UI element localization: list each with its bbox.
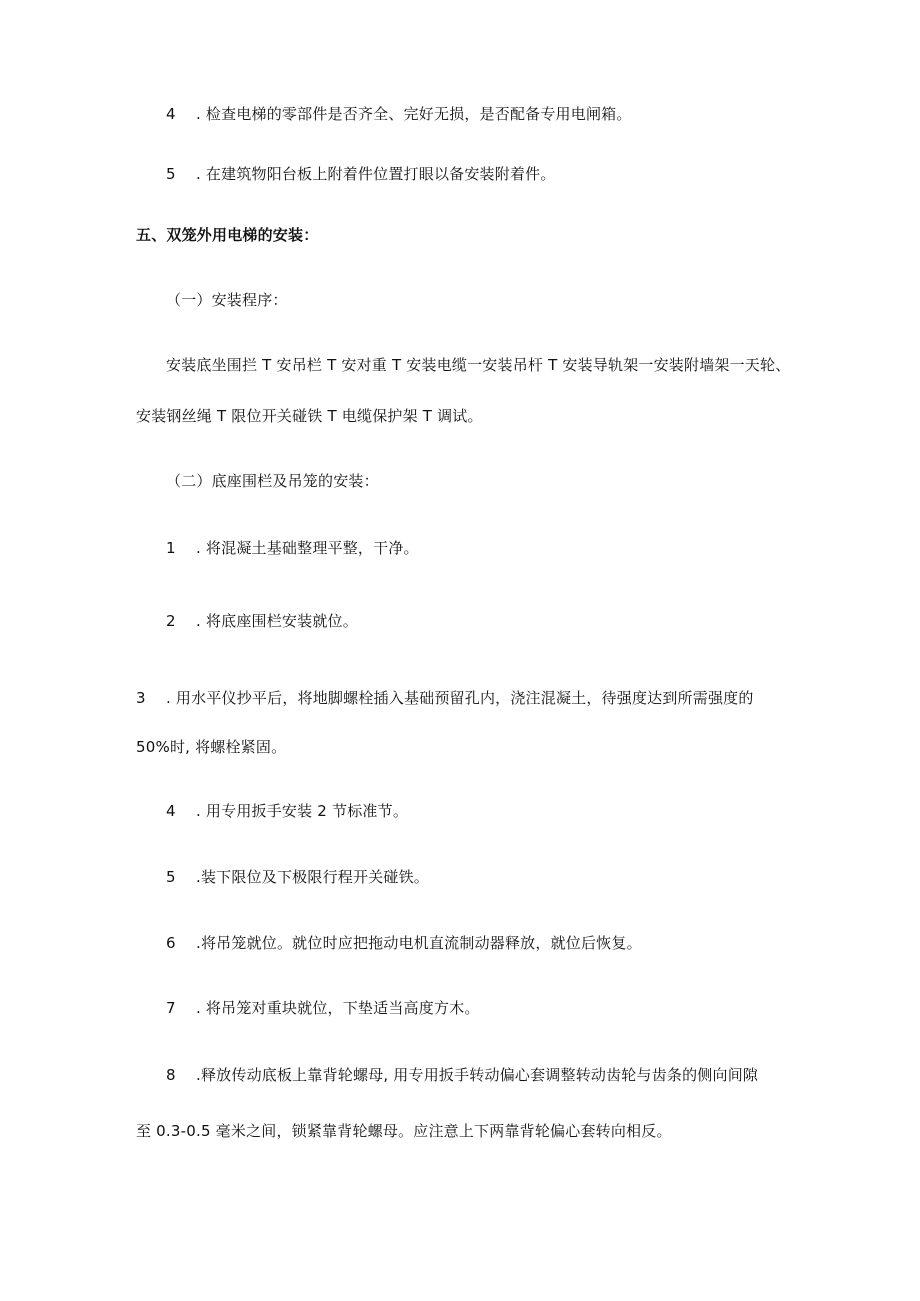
item-number: 4 [166, 802, 176, 820]
paragraph-check-parts [166, 104, 632, 124]
paragraph-text: .装下限位及下极限行程开关碰铁。 [196, 868, 429, 886]
paragraph-text: . 将吊笼对重块就位，下垫适当高度方木。 [196, 999, 480, 1017]
item-number: 3 [136, 689, 146, 707]
paragraph-step-6 [166, 933, 642, 953]
paragraph-text: . 用专用扳手安装 2 节标准节。 [196, 802, 409, 820]
item-number: 8 [166, 1066, 176, 1084]
paragraph-procedure-1 [166, 355, 790, 375]
paragraph-step-8-cont [136, 1121, 672, 1141]
item-number: 1 [166, 539, 176, 557]
paragraph-text: . 将混凝土基础整理平整，干净。 [196, 539, 419, 557]
subsection-heading-text: （二）底座围栏及吊笼的安装： [166, 472, 379, 490]
subsection-heading-2 [166, 471, 379, 491]
paragraph-text: . 在建筑物阳台板上附着件位置打眼以备安装附着件。 [196, 165, 556, 183]
paragraph-text: .释放传动底板上靠背轮螺母, 用专用扳手转动偏心套调整转动齿轮与齿条的侧向间隙 [196, 1066, 759, 1084]
paragraph-procedure-2 [136, 406, 483, 426]
item-number: 7 [166, 999, 176, 1017]
paragraph-step-4 [166, 801, 408, 821]
paragraph-step-2 [166, 611, 358, 631]
paragraph-step-8 [166, 1065, 758, 1085]
item-number: 5 [166, 868, 176, 886]
section-heading-5 [136, 225, 318, 245]
paragraph-text: . 检查电梯的零部件是否齐全、完好无损，是否配备专用电闸箱。 [196, 105, 632, 123]
item-number: 2 [166, 612, 176, 630]
paragraph-step-3-cont [136, 737, 286, 757]
paragraph-text: 50%时, 将螺栓紧固。 [136, 738, 287, 756]
paragraph-step-3 [136, 688, 754, 708]
item-number: 5 [166, 165, 176, 183]
item-number: 6 [166, 934, 176, 952]
paragraph-text: . 将底座围栏安装就位。 [196, 612, 358, 630]
section-heading-text: 五、双笼外用电梯的安装： [136, 226, 319, 244]
paragraph-step-7 [166, 998, 480, 1018]
paragraph-text: . 用水平仪抄平后，将地脚螺栓插入基础预留孔内，浇注混凝土，待强度达到所需强度的 [166, 689, 754, 707]
item-number: 4 [166, 105, 176, 123]
paragraph-step-5 [166, 867, 429, 887]
paragraph-text: 安装钢丝绳 T 限位开关碰铁 T 电缆保护架 T 调试。 [136, 407, 483, 425]
subsection-heading-text: （一）安装程序： [166, 291, 288, 309]
paragraph-text: 安装底坐围拦 T 安吊栏 T 安对重 T 安装电缆一安装吊杆 T 安装导轨架一安装附墙架一天轮、 [166, 356, 791, 374]
paragraph-text: 至 0.3-0.5 毫米之间，锁紧靠背轮螺母。应注意上下两靠背轮偏心套转向相反。 [136, 1122, 672, 1140]
paragraph-text: .将吊笼就位。就位时应把拖动电机直流制动器释放，就位后恢复。 [196, 934, 642, 952]
paragraph-step-1 [166, 538, 419, 558]
subsection-heading-1 [166, 290, 288, 310]
paragraph-drill-holes [166, 164, 556, 184]
